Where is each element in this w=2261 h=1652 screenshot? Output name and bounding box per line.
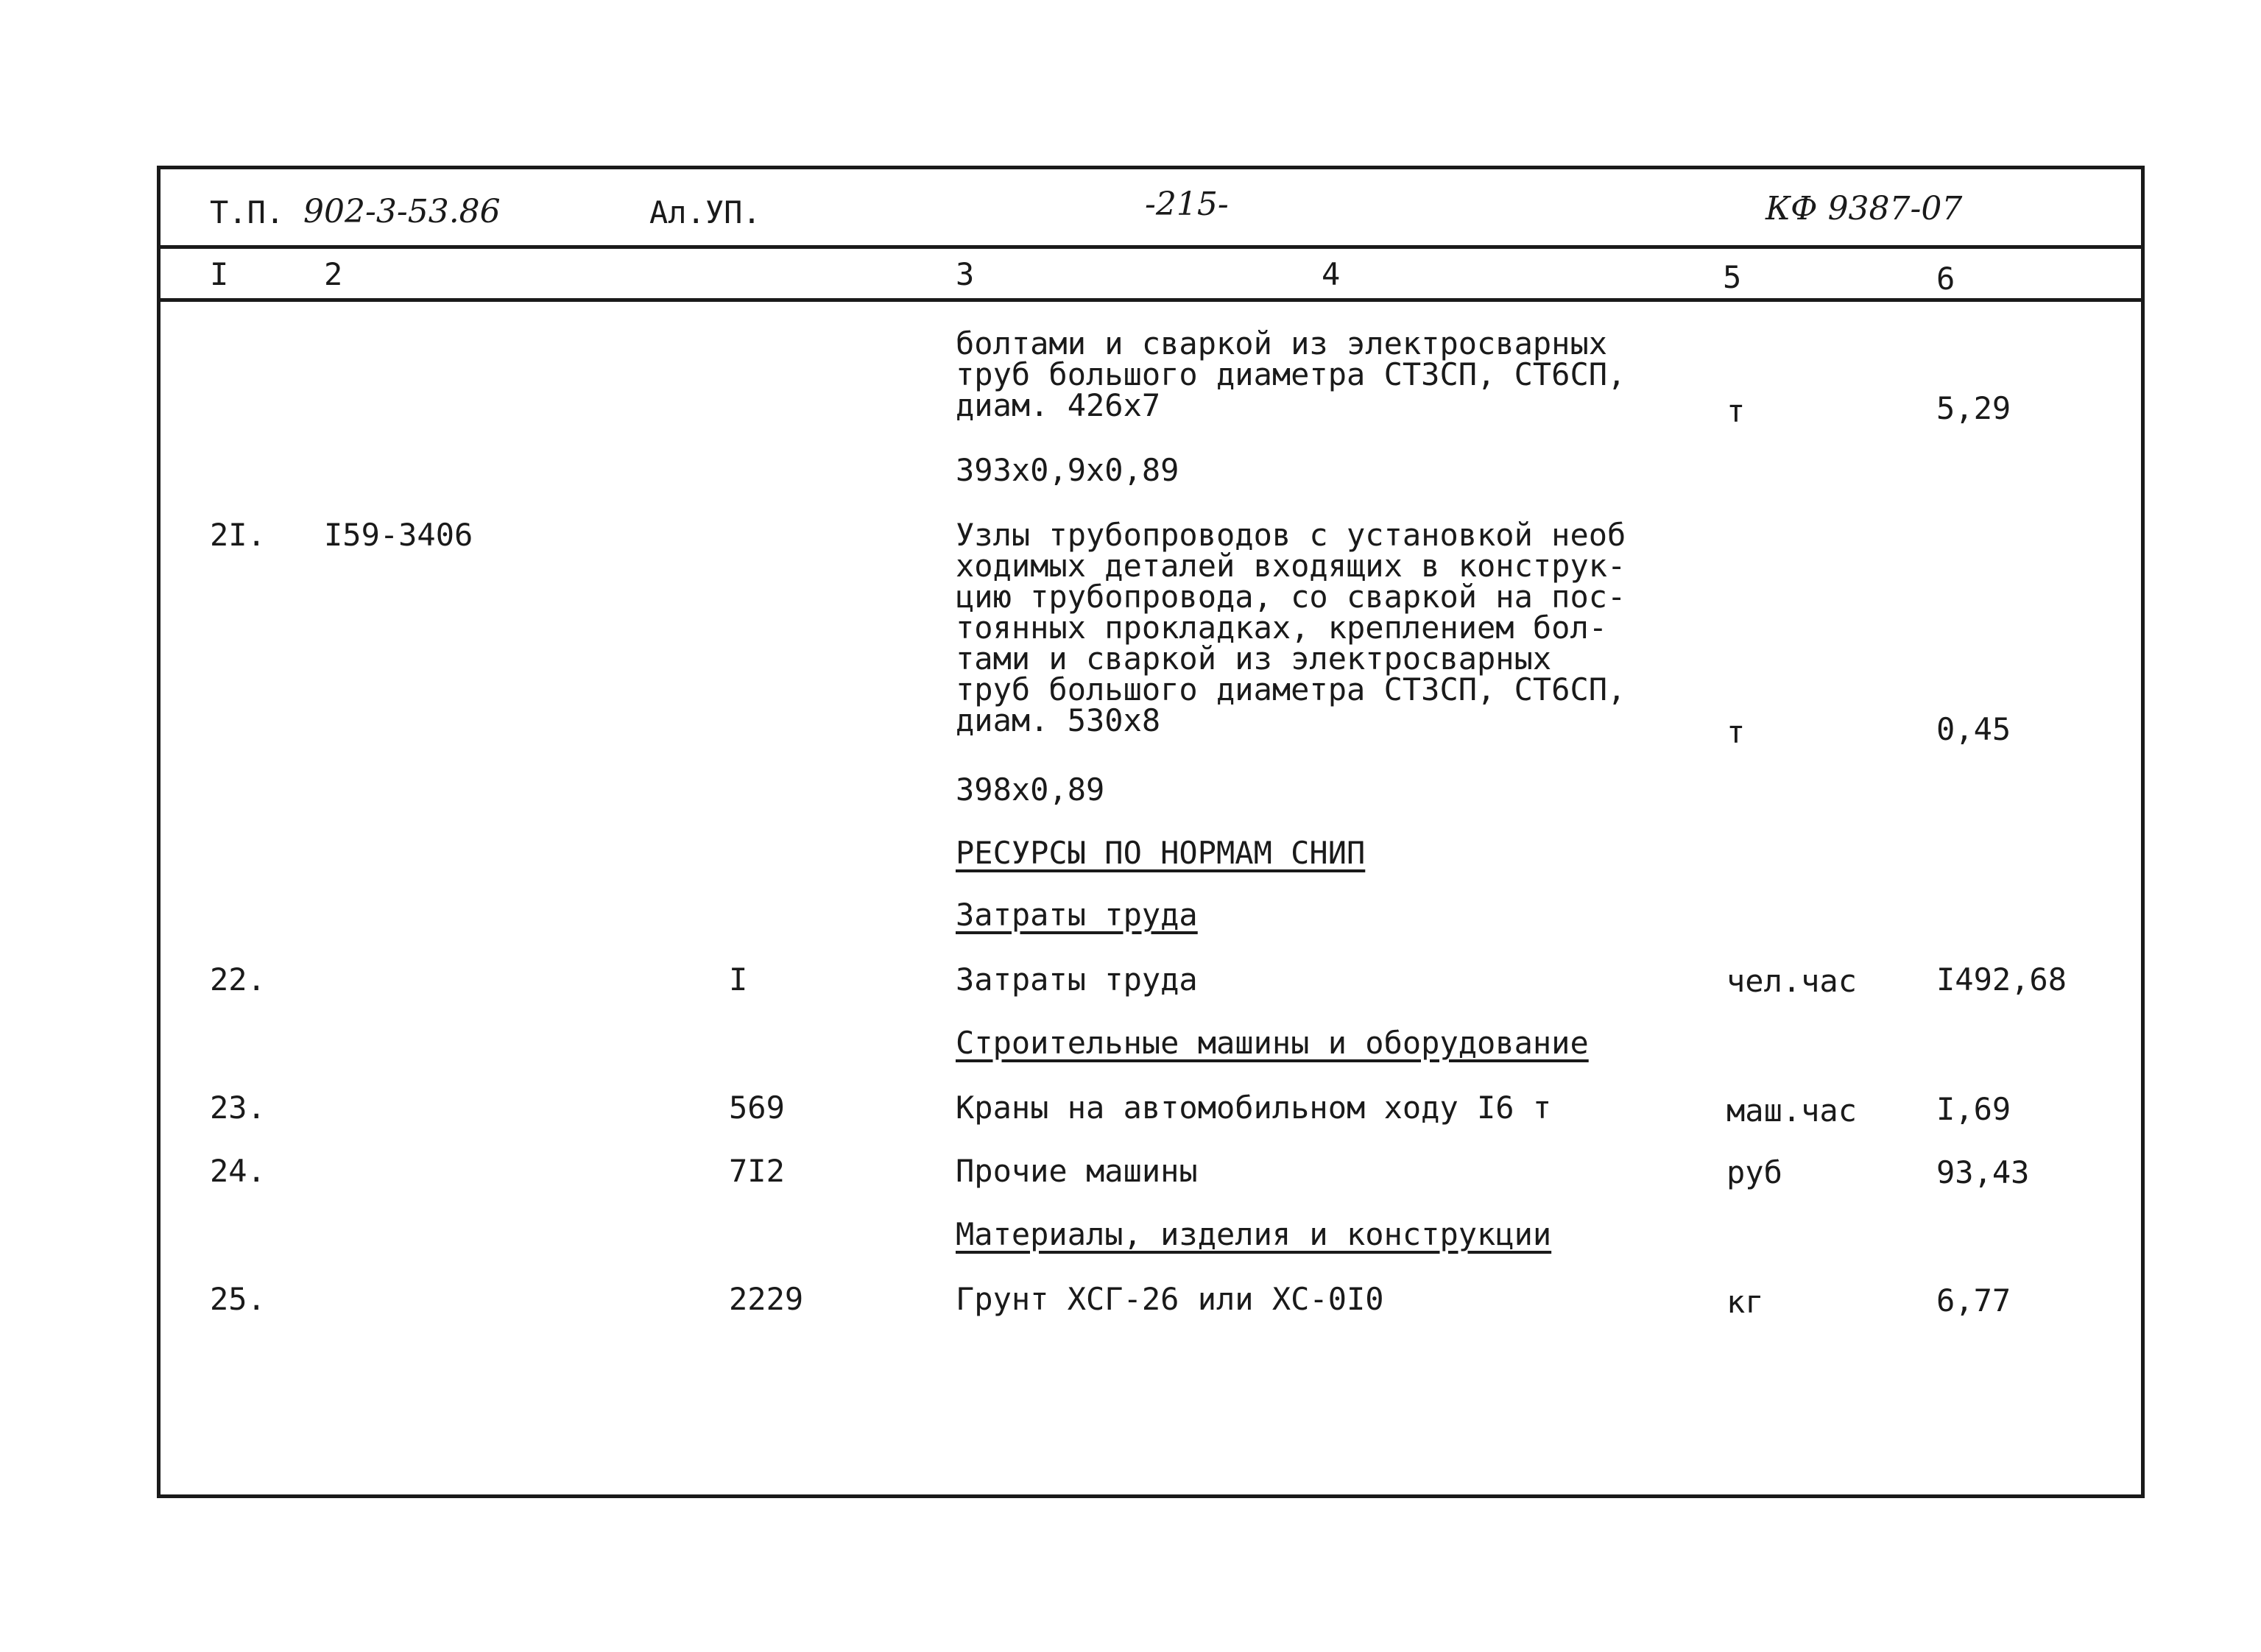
row-number: 25. [210, 1281, 266, 1317]
row-value: 5,29 [1936, 390, 2011, 426]
row-reference: I [729, 961, 748, 998]
row-unit: т [1726, 714, 1746, 750]
album-label: Ал.УП. [649, 194, 761, 230]
column-number: I [210, 256, 229, 292]
row-reference: 7I2 [729, 1153, 785, 1189]
row-reference: 2229 [729, 1281, 804, 1317]
row-code: I59-3406 [324, 517, 473, 553]
tp-number: 902-3-53.86 [303, 193, 501, 230]
row-description: Затраты труда [956, 961, 1198, 998]
row-description: болтами и сваркой из электросварных труб большого диаметра СТ3СП, СТ6СП, диам. 426х7 [956, 325, 1626, 423]
row-number: 23. [210, 1090, 266, 1126]
row-description: Краны на автомобильном ходу I6 т [956, 1090, 1552, 1126]
row-description: Прочие машины [956, 1153, 1198, 1189]
column-number: 3 [956, 256, 975, 292]
row-number: 22. [210, 961, 266, 998]
row-value: 93,43 [1936, 1154, 2030, 1190]
row-description: Узлы трубопроводов с установкой необ ходимых деталей входящих в конструк- цию трубопровода, со сваркой на пос- тоянных прокладках, креплением бол- тами и сваркой из электросварных труб большого диаметра СТ3СП, СТ6СП, диам. 530х8 [956, 517, 1626, 738]
row-reference: 569 [729, 1090, 785, 1126]
row-unit: кг [1726, 1284, 1764, 1320]
column-number: 4 [1322, 256, 1341, 292]
column-number: 5 [1723, 259, 1742, 295]
header-divider [157, 245, 2145, 249]
row-number: 2I. [210, 517, 266, 553]
tp-label: Т.П. [210, 194, 285, 230]
column-number: 2 [324, 256, 343, 292]
columns-divider [157, 298, 2145, 302]
row-unit: т [1726, 393, 1746, 429]
row-description: Грунт ХСГ-26 или ХС-0I0 [956, 1281, 1384, 1317]
row-value: I492,68 [1936, 961, 2067, 998]
row-unit: чел.час [1726, 963, 1858, 999]
row-value: 0,45 [1936, 711, 2011, 747]
row-note: 393х0,9х0,89 [956, 452, 1179, 488]
section-heading: Затраты труда [956, 897, 1198, 933]
page-number: -215- [1145, 186, 1229, 223]
row-unit: маш.час [1726, 1092, 1858, 1129]
column-number: 6 [1936, 261, 1955, 297]
row-number: 24. [210, 1153, 266, 1189]
section-heading: РЕСУРСЫ ПО НОРМАМ СНИП [956, 835, 1366, 871]
section-heading: Материалы, изделия и конструкции [956, 1216, 1552, 1252]
section-heading: Строительные машины и оборудование [956, 1025, 1589, 1061]
row-value: 6,77 [1936, 1282, 2011, 1319]
row-unit: руб [1726, 1154, 1782, 1190]
row-note: 398х0,89 [956, 772, 1105, 808]
row-value: I,69 [1936, 1091, 2011, 1127]
document-code: КФ 9387-07 [1766, 190, 1963, 227]
